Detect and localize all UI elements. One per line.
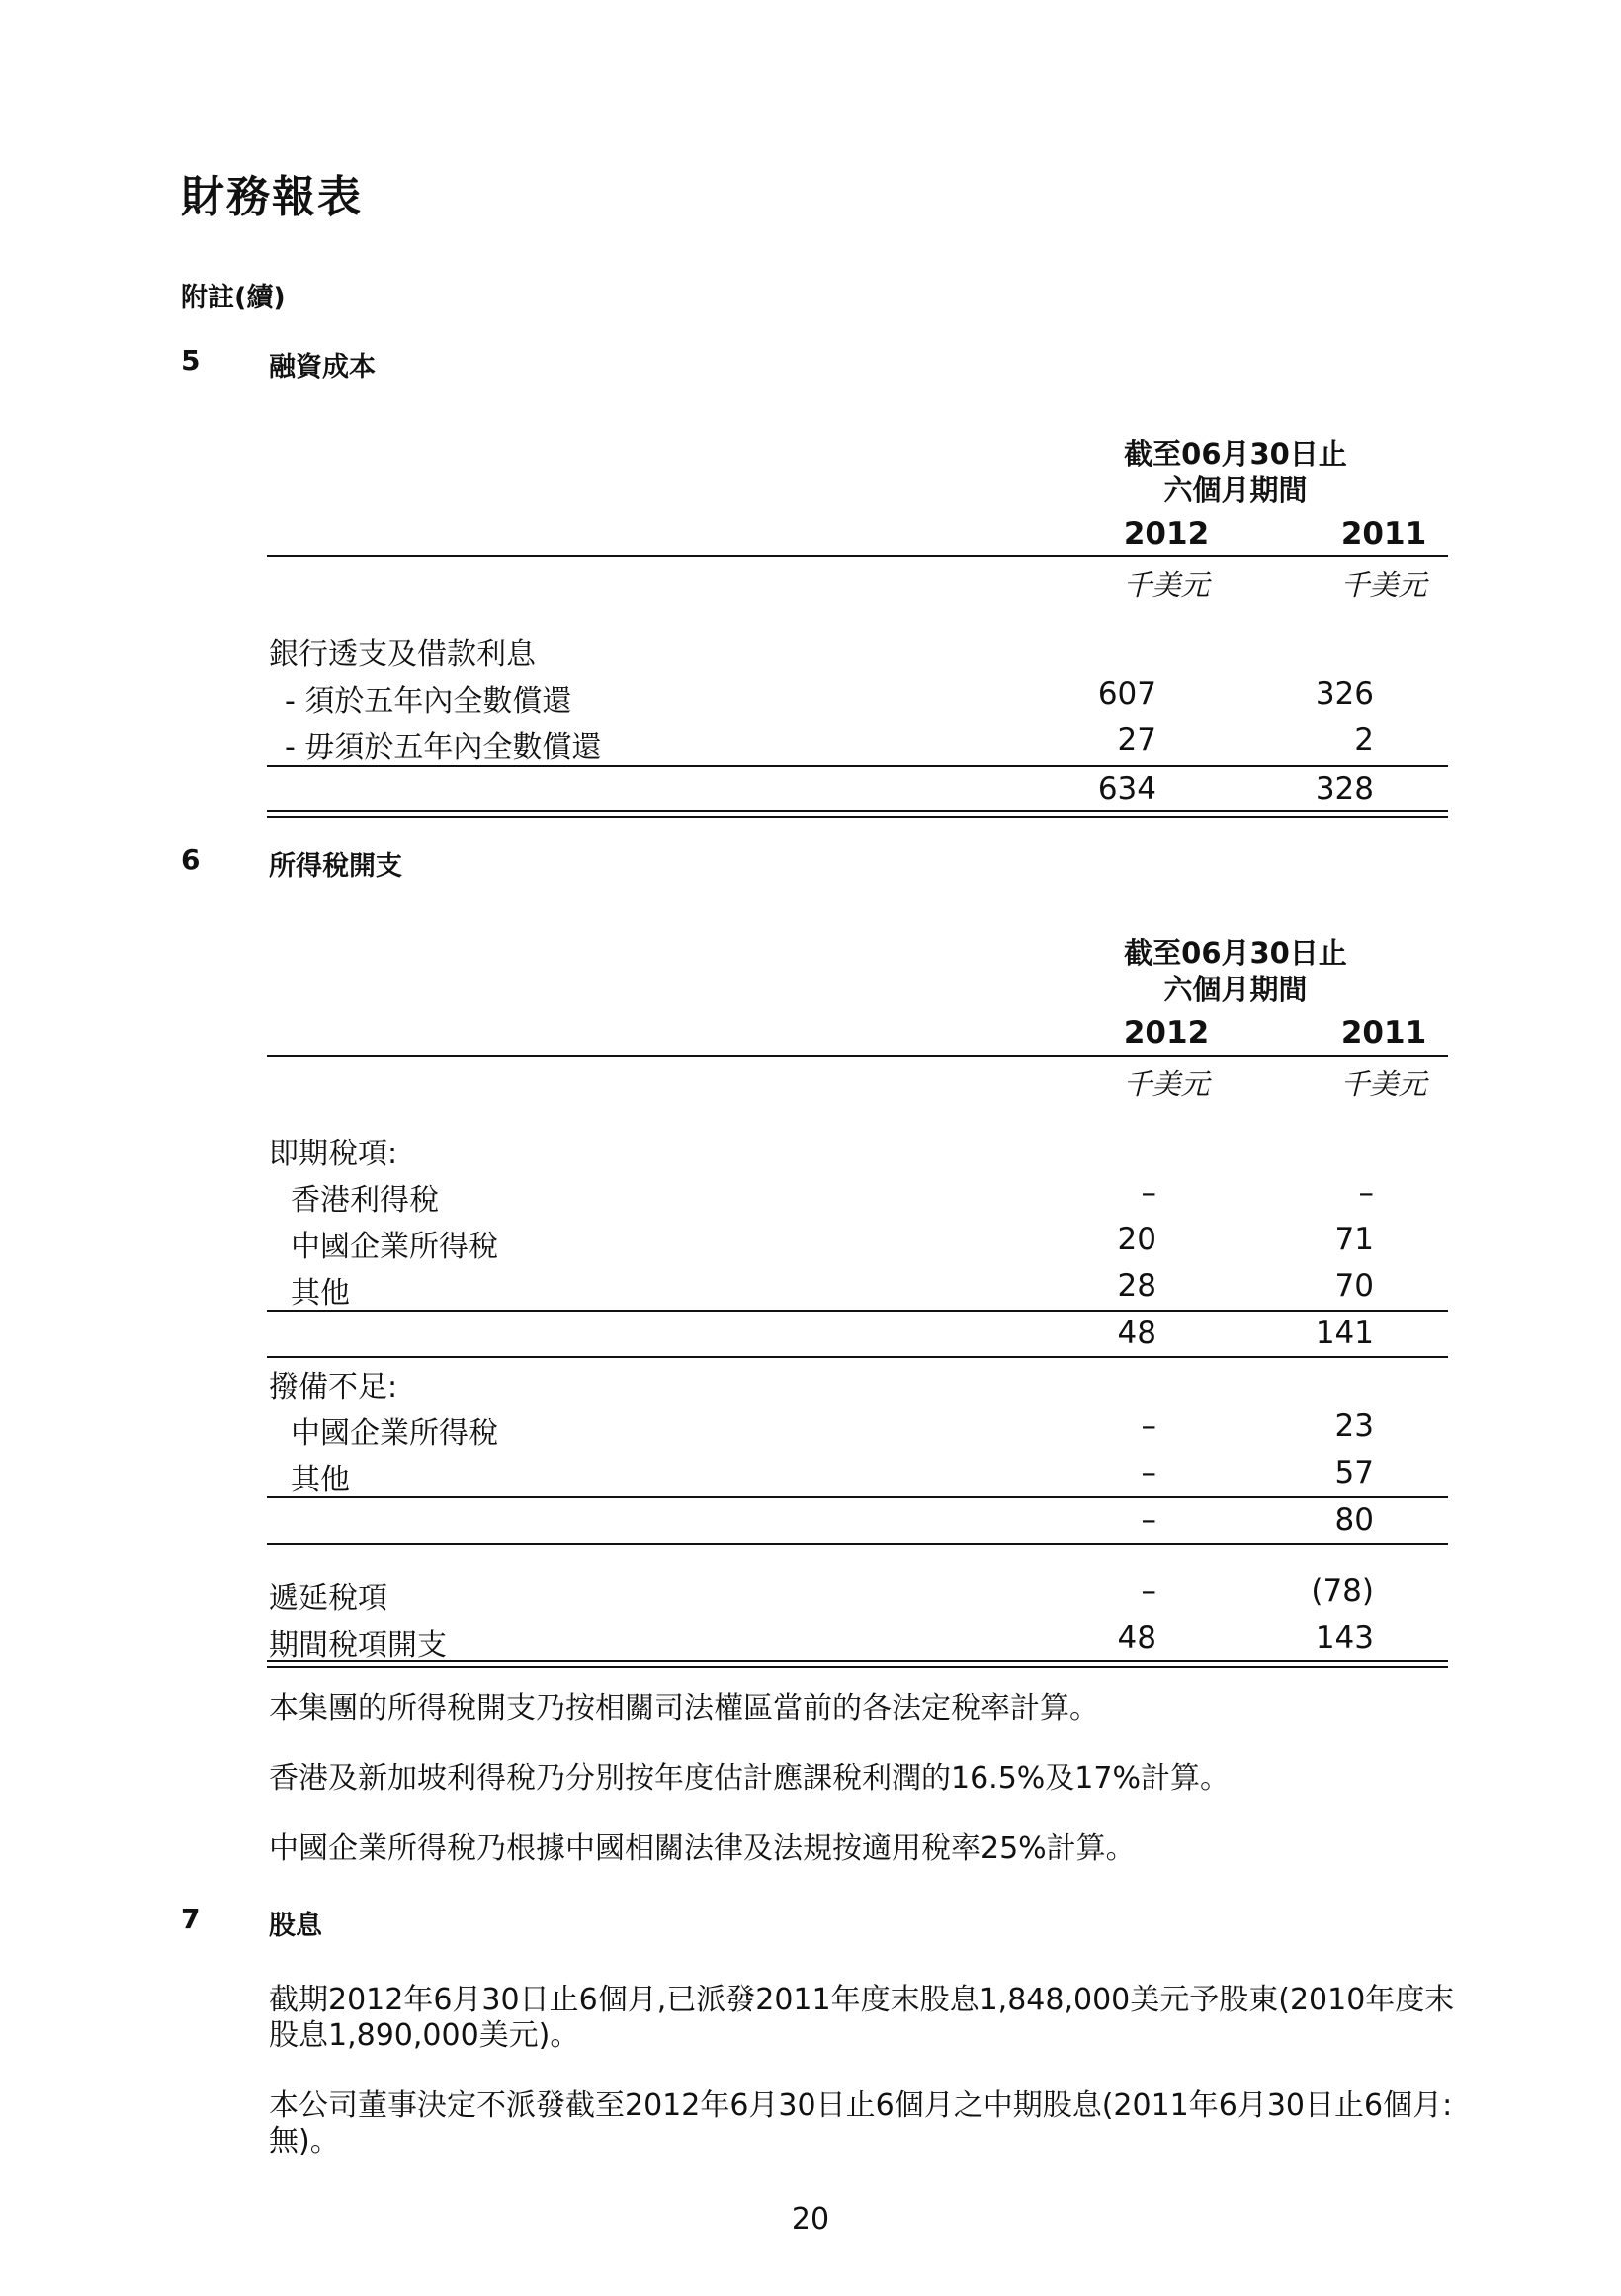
cell-2011: 57: [1334, 1455, 1374, 1490]
cell-2011: (78): [1311, 1573, 1374, 1609]
cell-2011: 2: [1354, 723, 1374, 758]
total-double-rule: [267, 1660, 1448, 1668]
period-header-line2: 六個月期間: [1163, 473, 1308, 507]
row-group-label: 即期稅項:: [269, 1137, 398, 1171]
cell-2011: 326: [1315, 676, 1374, 712]
year-header-2012: 2012: [1123, 1015, 1210, 1051]
total-2011: 143: [1315, 1620, 1374, 1656]
cell-2011: –: [1358, 1175, 1374, 1211]
subtotal-rule: [267, 1496, 1448, 1498]
header-rule: [267, 555, 1448, 557]
page-title: 財務報表: [181, 172, 363, 222]
total-double-rule: [267, 810, 1448, 818]
total-2011: 328: [1315, 771, 1374, 807]
subtotal-rule: [267, 765, 1448, 767]
row-group-label: 撥備不足:: [269, 1370, 398, 1404]
cell-2011: 70: [1334, 1268, 1374, 1304]
page-subtitle: 附註(續): [181, 283, 286, 313]
row-label: 其他: [291, 1463, 350, 1497]
cell-2012: 28: [1117, 1268, 1156, 1304]
period-header-line1: 截至06月30日止: [1124, 936, 1347, 970]
unit-label: 千美元: [1340, 1067, 1427, 1101]
cell-2012: –: [1141, 1408, 1156, 1444]
cell-2012: –: [1141, 1455, 1156, 1490]
unit-label: 千美元: [1123, 1067, 1210, 1101]
year-header-2011: 2011: [1340, 516, 1427, 552]
page-number: 20: [791, 2202, 830, 2237]
cell-2012: 607: [1097, 676, 1156, 712]
section-6-title: 所得稅開支: [269, 851, 402, 882]
subtotal-2011: 80: [1334, 1502, 1374, 1538]
cell-2011: 23: [1334, 1408, 1374, 1444]
unit-label: 千美元: [1340, 568, 1427, 602]
cell-2012: 20: [1117, 1222, 1156, 1257]
row-label: 香港利得稅: [291, 1183, 439, 1218]
section-5-title: 融資成本: [269, 352, 376, 383]
unit-label: 千美元: [1123, 568, 1210, 602]
total-2012: 48: [1117, 1620, 1156, 1656]
row-group-label: 銀行透支及借款利息: [269, 638, 536, 672]
subtotal-rule: [267, 1543, 1448, 1545]
section-6-number: 6: [181, 843, 201, 876]
dividend-paragraph: 本公司董事決定不派發截至2012年6月30日止6個月之中期股息(2011年6月30日止6個月:無)。: [269, 2088, 1453, 2159]
cell-2012: –: [1141, 1175, 1156, 1211]
dividend-paragraph: 截期2012年6月30日止6個月,已派發2011年度末股息1,848,000美元予股東(2010年度末股息1,890,000美元)。: [269, 1983, 1455, 2053]
section-5-number: 5: [181, 344, 201, 377]
year-header-2012: 2012: [1123, 516, 1210, 552]
cell-2011: 71: [1334, 1222, 1374, 1257]
row-label: 遞延稅項: [269, 1581, 387, 1616]
section-7-number: 7: [181, 1903, 201, 1935]
note-paragraph: 本集團的所得稅開支乃按相關司法權區當前的各法定稅率計算。: [269, 1691, 1099, 1726]
subtotal-rule: [267, 1356, 1448, 1358]
note-paragraph: 中國企業所得稅乃根據中國相關法律及法規按適用稅率25%計算。: [269, 1831, 1136, 1866]
cell-2012: 27: [1117, 723, 1156, 758]
total-2012: 634: [1097, 771, 1156, 807]
period-header-line2: 六個月期間: [1163, 973, 1308, 1006]
row-label: 中國企業所得稅: [291, 1416, 498, 1451]
row-label: - 須於五年內全數償還: [285, 684, 572, 719]
cell-2012: –: [1141, 1573, 1156, 1609]
subtotal-rule: [267, 1310, 1448, 1312]
row-label: - 毋須於五年內全數償還: [285, 730, 602, 765]
section-7-title: 股息: [269, 1911, 322, 1941]
period-header-line1: 截至06月30日止: [1124, 437, 1347, 470]
year-header-2011: 2011: [1340, 1015, 1427, 1051]
row-label: 其他: [291, 1276, 350, 1311]
subtotal-2012: 48: [1117, 1316, 1156, 1351]
header-rule: [267, 1055, 1448, 1057]
note-paragraph: 香港及新加坡利得稅乃分別按年度估計應課稅利潤的16.5%及17%計算。: [269, 1761, 1230, 1796]
subtotal-2012: –: [1141, 1502, 1156, 1538]
subtotal-2011: 141: [1315, 1316, 1374, 1351]
row-label: 中國企業所得稅: [291, 1230, 498, 1264]
row-label: 期間稅項開支: [269, 1628, 447, 1662]
